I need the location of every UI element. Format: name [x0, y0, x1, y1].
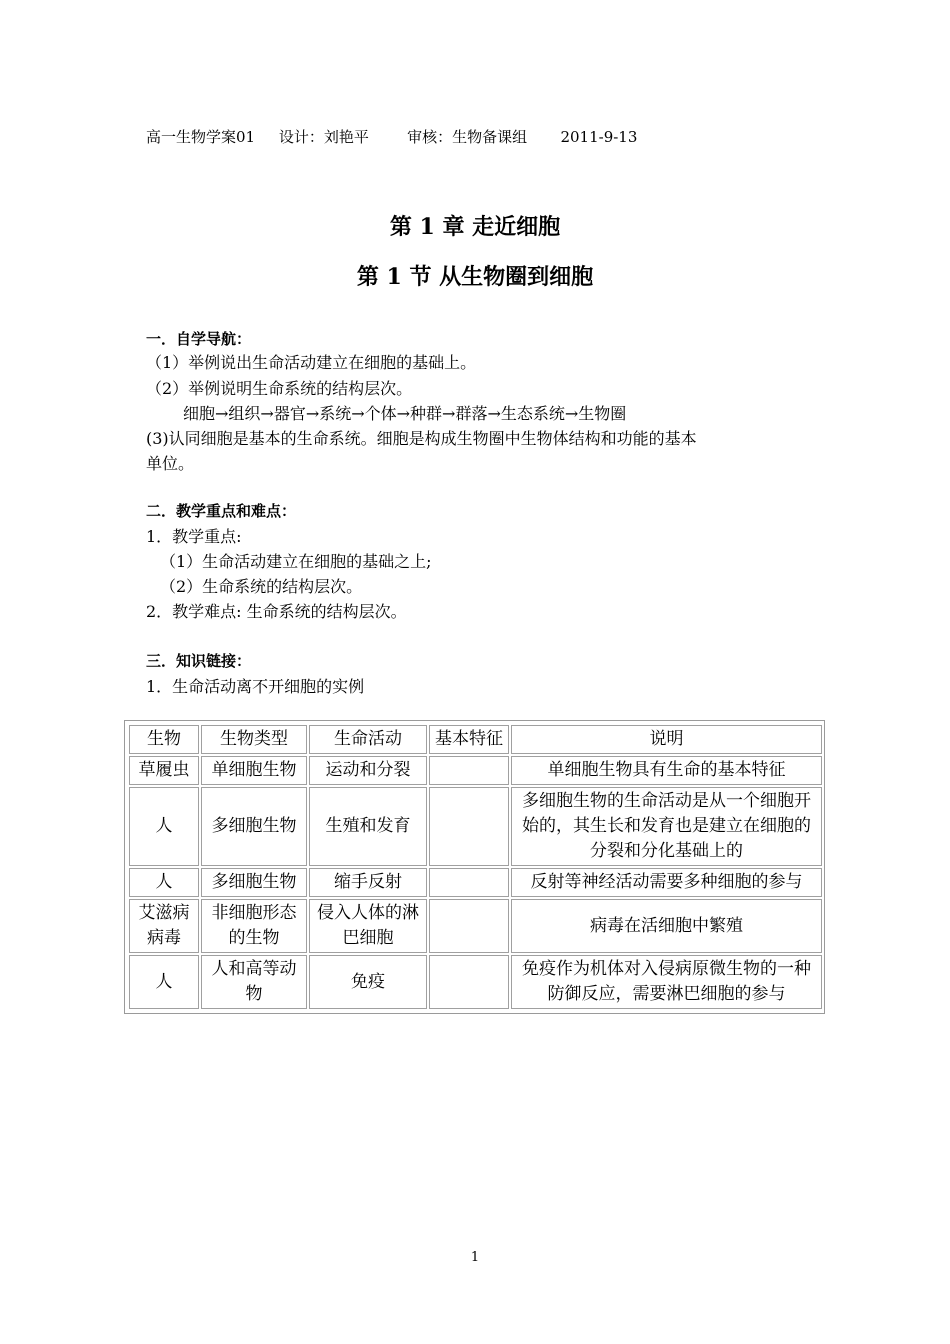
- table-row: [129, 899, 822, 953]
- table-cell: 人: [129, 955, 199, 1009]
- table-cell: 缩手反射: [309, 868, 427, 897]
- table-cell: 免疫: [309, 955, 427, 1009]
- table-cell: [429, 899, 509, 953]
- section1-heading: 一．自学导航：: [146, 330, 252, 348]
- examples-table: [124, 720, 825, 1014]
- objective-1: （1）举例说出生命活动建立在细胞的基础上。: [146, 353, 477, 372]
- table-cell: [429, 756, 509, 785]
- table-header-row: [129, 725, 822, 754]
- header-feature: 基本特征: [429, 725, 509, 754]
- table-cell: 运动和分裂: [309, 756, 427, 785]
- table-cell: 生殖和发育: [309, 787, 427, 866]
- header-type: 生物类型: [201, 725, 307, 754]
- difficult-point: 2．教学难点: 生命系统的结构层次。: [146, 602, 407, 621]
- table-cell: 多细胞生物: [201, 868, 307, 897]
- header-organism: 生物: [129, 725, 199, 754]
- table-cell: 艾滋病病毒: [129, 899, 199, 953]
- table-cell: 免疫作为机体对入侵病原微生物的一种防御反应，需要淋巴细胞的参与: [511, 955, 822, 1009]
- key-point-a: （1）生命活动建立在细胞的基础之上;: [160, 552, 432, 571]
- table-row: [129, 955, 822, 1009]
- table-cell: 人和高等动物: [201, 955, 307, 1009]
- header-activity: 生命活动: [309, 725, 427, 754]
- table-cell: [429, 868, 509, 897]
- document-header: 高一生物学案01 设计：刘艳平 审核：生物备课组 2011-9-13: [146, 128, 638, 146]
- section-title: 第 1 节 从生物圈到细胞: [356, 264, 594, 290]
- table-row: [129, 756, 822, 785]
- table-cell: 多细胞生物的生命活动是从一个细胞开始的，其生长和发育也是建立在细胞的分裂和分化基础上的: [511, 787, 822, 866]
- hierarchy-chain: 细胞→组织→器官→系统→个体→种群→群落→生态系统→生物圈: [183, 404, 627, 423]
- table-cell: 人: [129, 787, 199, 866]
- objective-3-line2: 单位。: [146, 454, 195, 473]
- table-row: [129, 787, 822, 866]
- key-point-label: 1．教学重点:: [146, 527, 242, 546]
- table-cell: 病毒在活细胞中繁殖: [511, 899, 822, 953]
- table-cell: [429, 787, 509, 866]
- table-cell: [429, 955, 509, 1009]
- objective-2: （2）举例说明生命系统的结构层次。: [146, 379, 413, 398]
- table-cell: 反射等神经活动需要多种细胞的参与: [511, 868, 822, 897]
- table-cell: 侵入人体的淋巴细胞: [309, 899, 427, 953]
- table-cell: 草履虫: [129, 756, 199, 785]
- knowledge-item-1: 1．生命活动离不开细胞的实例: [146, 677, 365, 696]
- section3-heading: 三．知识链接：: [146, 652, 252, 670]
- table-cell: 单细胞生物: [201, 756, 307, 785]
- table-cell: 非细胞形态的生物: [201, 899, 307, 953]
- header-explanation: 说明: [511, 725, 822, 754]
- key-point-b: （2）生命系统的结构层次。: [160, 577, 363, 596]
- chapter-title: 第 1 章 走近细胞: [389, 214, 561, 240]
- table-row: [129, 868, 822, 897]
- objective-3-line1: (3)认同细胞是基本的生命系统。细胞是构成生物圈中生物体结构和功能的基本: [146, 429, 697, 448]
- table-cell: 人: [129, 868, 199, 897]
- table-cell: 单细胞生物具有生命的基本特征: [511, 756, 822, 785]
- table-cell: 多细胞生物: [201, 787, 307, 866]
- section2-heading: 二．教学重点和难点：: [146, 502, 297, 520]
- page-number: 1: [470, 1250, 480, 1265]
